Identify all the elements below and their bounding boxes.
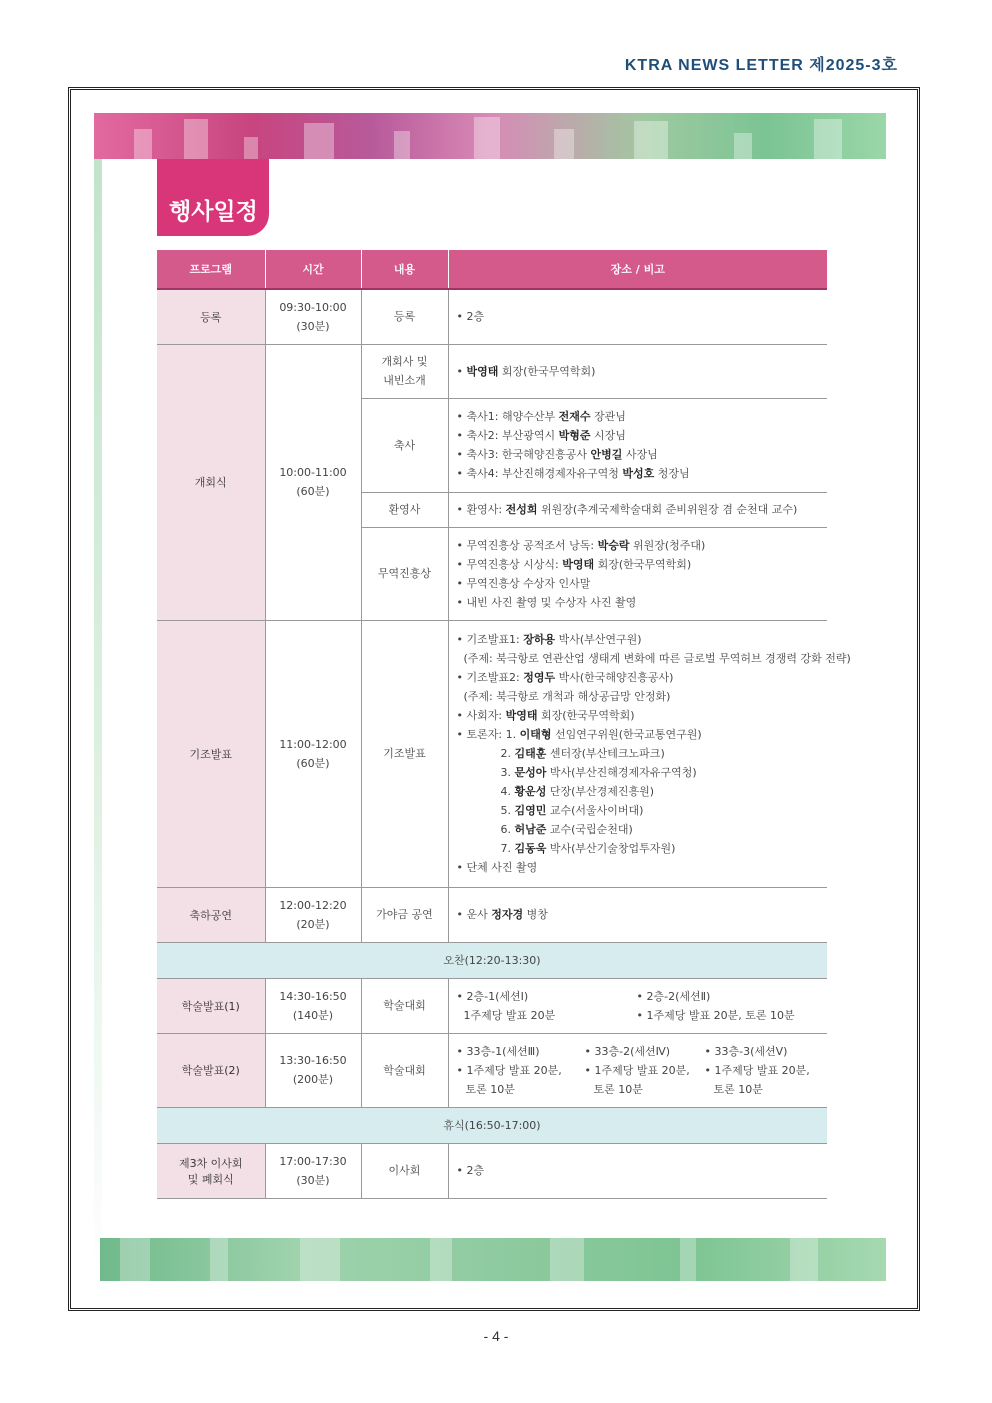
session-detail: 토론 10분: [465, 1082, 515, 1096]
note-text: 위원장(청주대): [629, 538, 706, 552]
person-name: 박영태: [505, 709, 538, 722]
session-detail: 1주제당 발표 20분: [463, 1008, 556, 1022]
person-name: 박영태: [562, 557, 595, 571]
person-name: 박승락: [597, 538, 630, 552]
session-column: [457, 987, 637, 1025]
content-cell: 이사회: [361, 1143, 448, 1198]
note-line: [457, 668, 828, 687]
person-name: 박형준: [558, 429, 591, 442]
note-text: • 사회자:: [456, 709, 506, 722]
note-text: • 운사: [456, 908, 492, 921]
duration: (30분): [296, 319, 330, 333]
note-line: [457, 744, 828, 763]
session-room: • 33층-3(세션Ⅴ): [704, 1044, 788, 1058]
column-header: 시간: [265, 250, 361, 289]
column-header: 프로그램: [157, 250, 265, 289]
person-name: 김동욱: [514, 842, 547, 855]
bottom-banner-image: [100, 1238, 886, 1281]
note-text: (주제: 북극항로 개척과 해상공급망 안정화): [463, 690, 671, 703]
note-line: [457, 536, 828, 555]
note-line: [457, 649, 851, 668]
content-cell: [361, 344, 448, 398]
note-text: 박사(부산연구원): [555, 633, 642, 646]
note-text: 박사(한국해양진흥공사): [555, 671, 674, 684]
time-cell: [265, 1143, 361, 1198]
note-text: 청장님: [654, 467, 690, 480]
note-text: 회장(한국무역학회): [594, 557, 692, 571]
note-cell: • 2층: [448, 289, 827, 344]
session-room: • 33층-2(세션Ⅳ): [584, 1044, 671, 1058]
column-header: 장소 / 비고: [448, 250, 827, 289]
program-cell: 축하공연: [157, 887, 265, 942]
table-row: [157, 344, 827, 398]
session-column: [705, 1042, 810, 1099]
note-text: 선임연구위원(한국교통연구원): [551, 728, 702, 741]
content-cell: 무역진흥상: [361, 527, 448, 620]
note-text: • 무역진흥상 수상자 인사말: [456, 576, 591, 590]
note-line: [457, 464, 828, 483]
duration: (60분): [296, 485, 330, 498]
person-name: 전재수: [558, 410, 591, 423]
session-detail: • 1주제당 발표 20분,: [584, 1063, 690, 1077]
note-line: [457, 839, 828, 858]
program-cell: 기조발표: [157, 620, 265, 887]
time-cell: [265, 289, 361, 344]
table-row: [157, 289, 827, 344]
content-line: 내빈소개: [383, 374, 426, 387]
column-header: 내용: [361, 250, 448, 289]
note-text: •: [456, 364, 467, 378]
note-line: [457, 763, 828, 782]
content-cell: 환영사: [361, 492, 448, 527]
note-text: 회장(한국무역학회): [537, 709, 635, 722]
note-text: 센터장(부산테크노파크): [546, 747, 665, 760]
content-cell: 학술대회: [361, 978, 448, 1033]
person-name: 허남준: [514, 823, 547, 836]
note-cell: [448, 978, 827, 1033]
note-cell: [448, 620, 851, 887]
person-name: 안병길: [590, 448, 623, 461]
time-range: 11:00-12:00: [279, 737, 347, 751]
schedule-table: [157, 250, 851, 1199]
note-line: [457, 426, 828, 445]
lunch-break-row: 오찬(12:20-13:30): [157, 942, 827, 978]
note-text: 박사(부산진해경제자유구역청): [546, 766, 697, 779]
note-text: • 토론자: 1.: [456, 728, 520, 741]
note-cell: [448, 1033, 827, 1107]
note-text: 2.: [500, 747, 515, 760]
note-text: 교수(서울사이버대): [546, 804, 644, 817]
note-cell: [448, 492, 827, 527]
table-row: [157, 978, 827, 1033]
note-text: • 축사1: 해양수산부: [456, 410, 559, 423]
time-cell: [265, 978, 361, 1033]
note-text: 5.: [500, 804, 515, 817]
program-cell: 학술발표(2): [157, 1033, 265, 1107]
newsletter-header: KTRA NEWS LETTER 제2025-3호: [624, 57, 898, 74]
section-title-tab: [157, 159, 269, 236]
note-text: • 기조발표2:: [456, 671, 524, 684]
content-cell: 가야금 공연: [361, 887, 448, 942]
note-text: 단장(부산경제진흥원): [546, 785, 655, 798]
note-cell: • 2층: [448, 1143, 827, 1198]
note-text: • 축사2: 부산광역시: [456, 429, 559, 442]
person-name: 박영태: [466, 364, 499, 378]
content-cell: 기조발표: [361, 620, 448, 887]
note-line: [457, 706, 828, 725]
program-line: 제3차 이사회: [178, 1156, 243, 1170]
program-cell: 등록: [157, 289, 265, 344]
session-detail: 토론 10분: [593, 1082, 643, 1096]
note-text: • 축사3: 한국해양진흥공사: [456, 448, 591, 461]
time-range: 12:00-12:20: [279, 898, 347, 912]
note-line: [457, 407, 828, 426]
note-cell: [448, 344, 827, 398]
side-decoration: [94, 159, 102, 1279]
person-name: 박성호: [622, 467, 655, 480]
note-text: 병창: [523, 908, 548, 921]
top-banner-image: [94, 113, 886, 159]
program-cell: 개회식: [157, 344, 265, 620]
note-cell: [448, 398, 827, 492]
table-row: [157, 1107, 827, 1143]
session-detail: • 1주제당 발표 20분, 토론 10분: [636, 1008, 795, 1022]
note-line: [457, 362, 828, 381]
note-text: 위원장(추계국제학술대회 준비위원장 겸 순천대 교수): [537, 503, 798, 516]
person-name: 김영민: [514, 804, 547, 817]
person-name: 장하용: [523, 633, 556, 646]
table-row: [157, 1143, 827, 1198]
session-detail: • 1주제당 발표 20분,: [456, 1063, 562, 1077]
note-text: 4.: [500, 785, 515, 798]
content-cell: 축사: [361, 398, 448, 492]
note-line: [457, 574, 828, 593]
note-line: [457, 630, 828, 649]
session-column: [637, 987, 795, 1025]
content-line: 개회사 및: [381, 355, 428, 368]
table-row: [157, 942, 827, 978]
time-range: 17:00-17:30: [279, 1154, 347, 1168]
person-name: 황운성: [514, 785, 547, 798]
note-text: • 환영사:: [456, 503, 506, 516]
note-text: 박사(부산기술창업투자원): [546, 842, 676, 855]
table-row: [157, 620, 827, 887]
time-range: 13:30-16:50: [279, 1054, 347, 1067]
note-text: 장관님: [590, 410, 626, 423]
section-title: 행사일정: [169, 199, 258, 225]
person-name: 전성희: [505, 503, 538, 516]
person-name: 문성아: [514, 766, 547, 779]
program-line: 및 폐회식: [187, 1172, 234, 1186]
note-line: [457, 858, 828, 877]
person-name: 이태형: [519, 728, 552, 741]
note-text: • 기조발표1:: [456, 633, 524, 646]
note-text: • 무역진흥상 공적조서 낭독:: [456, 538, 598, 552]
note-line: [457, 445, 828, 464]
note-line: [457, 820, 828, 839]
note-cell: [448, 527, 827, 620]
note-text: 시장님: [590, 429, 626, 442]
note-text: 교수(국립순천대): [546, 823, 633, 836]
note-text: • 단체 사진 촬영: [456, 861, 538, 874]
page-number: - 4 -: [483, 1328, 509, 1344]
performer-name: 정자경: [491, 908, 524, 921]
note-text: • 무역진흥상 시상식:: [456, 557, 563, 571]
time-range: 09:30-10:00: [279, 300, 347, 314]
note-text: 6.: [500, 823, 515, 836]
time-cell: [265, 1033, 361, 1107]
content-cell: 학술대회: [361, 1033, 448, 1107]
note-text: (주제: 북극항로 연관산업 생태계 변화에 따른 글로벌 무역허브 경쟁력 강화 전략): [463, 652, 851, 665]
time-range: 10:00-11:00: [279, 466, 347, 479]
note-cell: [448, 887, 827, 942]
duration: (20분): [296, 917, 330, 931]
note-text: 3.: [500, 766, 515, 779]
content-cell: 등록: [361, 289, 448, 344]
time-cell: [265, 344, 361, 620]
note-text: • 축사4: 부산진해경제자유구역청: [456, 467, 623, 480]
session-detail: • 1주제당 발표 20분,: [704, 1063, 810, 1077]
note-line: [457, 687, 828, 706]
session-room: • 2층-2(세션Ⅱ): [636, 989, 711, 1003]
duration: (30분): [296, 1173, 330, 1187]
note-text: 7.: [500, 842, 515, 855]
rest-break-row: 휴식(16:50-17:00): [157, 1107, 827, 1143]
session-detail: 토론 10분: [713, 1082, 763, 1096]
note-line: [457, 725, 828, 744]
person-name: 정영두: [523, 671, 556, 684]
duration: (200분): [292, 1073, 334, 1086]
note-line: [457, 593, 828, 612]
program-cell: 학술발표(1): [157, 978, 265, 1033]
note-line: [457, 500, 828, 519]
program-cell: [157, 1143, 265, 1198]
note-line: [457, 782, 828, 801]
person-name: 김태훈: [514, 747, 547, 760]
table-row: [157, 887, 827, 942]
time-cell: [265, 620, 361, 887]
duration: (60분): [296, 756, 330, 770]
session-room: • 33층-1(세션Ⅲ): [456, 1044, 540, 1058]
note-text: 사장님: [622, 448, 658, 461]
session-column: [457, 1042, 585, 1099]
table-row: [157, 1033, 827, 1107]
note-line: [457, 555, 828, 574]
time-range: 14:30-16:50: [279, 989, 347, 1003]
time-cell: [265, 887, 361, 942]
note-line: [457, 801, 828, 820]
duration: (140분): [292, 1008, 334, 1022]
note-text: • 내빈 사진 촬영 및 수상자 사진 촬영: [456, 595, 637, 609]
note-text: 회장(한국무역학회): [498, 364, 596, 378]
session-room: • 2층-1(세션Ⅰ): [456, 989, 529, 1003]
session-column: [585, 1042, 705, 1099]
table-header-row: [157, 250, 827, 289]
